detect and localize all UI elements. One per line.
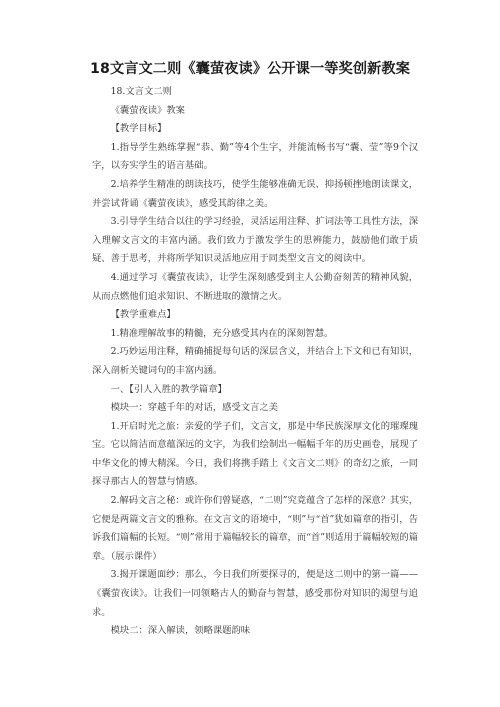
paragraph: 4.通过学习《囊萤夜读》，让学生深刻感受到主人公勤奋刻苦的精神风貌，从而点燃他们追求知识、不断进取的激情之火。 — [92, 271, 418, 302]
paragraph: 2.培养学生精准的朗读技巧，使学生能够准确无误、抑扬顿挫地朗读课文，并尝试背诵《囊萤夜读》，感受其韵律之美。 — [92, 178, 418, 209]
paragraph: 1.精准理解故事的精髓，充分感受其内在的深刻智慧。 — [110, 327, 334, 339]
paragraph: 1.开启时光之旅：亲爱的学子们，文言文，那是中华民族深厚文化的璀璨瑰宝。它以简洁而意蕴深远的文字，为我们绘制出一幅幅千年的历史画卷，展现了中华文化的博大精深。今日，我们将携手踏上《文言文二则》的奇幻之旅，一同探寻那古人的智慧与情感。 — [92, 420, 418, 488]
document-title: 18文言文二则《囊萤夜读》公开课一等奖创新教案 — [90, 61, 410, 77]
paragraph: 3.揭开课题面纱：那么，今日我们所要探寻的，便是这二则中的第一篇——《囊萤夜读》。让我们一同领略古人的勤奋与智慧，感受那份对知识的渴望与追求。 — [92, 569, 418, 618]
paragraph: 1.指导学生熟练掌握“恭、勤”等4个生字，并能流畅书写“囊、莹”等9个汉字，以夯实学生的语言基础。 — [92, 141, 418, 172]
paragraph: 模块一：穿越千年的对话，感受文言之美 — [110, 402, 278, 414]
paragraph: 3.引导学生结合以往的学习经验，灵活运用注释、扩词法等工具性方法，深入理解文言文的丰富内涵。我们致力于激发学生的思辨能力，鼓励他们敢于质疑、善于思考，并将所学知识灵活地应用于同类型文言文的阅读中。 — [92, 216, 418, 265]
paragraph: 一、【引人入胜的教学篇章】 — [110, 383, 227, 395]
paragraph: 2.巧妙运用注释，精确捕捉每句话的深层含义，并结合上下文和已有知识，深入剖析关键词句的丰富内涵。 — [92, 346, 418, 376]
paragraph: 【教学重难点】 — [110, 309, 176, 321]
paragraph: 模块二：深入解读，领略课题韵味 — [110, 625, 251, 637]
paragraph: 《囊萤夜读》教案 — [110, 104, 185, 116]
paragraph: 2.解码文言之秘：或许你们曾疑惑，“二则”究竟蕴含了怎样的深意？其实，它便是两篇文言文的雅称。在文言文的语境中，“则”与“首”犹如篇章的指引，告诉我们篇幅的长短。“则”常用于篇幅较长的篇章，而“首”则适用于篇幅较短的篇章。（展示课件） — [92, 495, 418, 562]
paragraph: 【教学目标】 — [110, 123, 167, 135]
document-body — [92, 83, 418, 641]
paragraph: 18.文言文二则 — [110, 86, 172, 97]
